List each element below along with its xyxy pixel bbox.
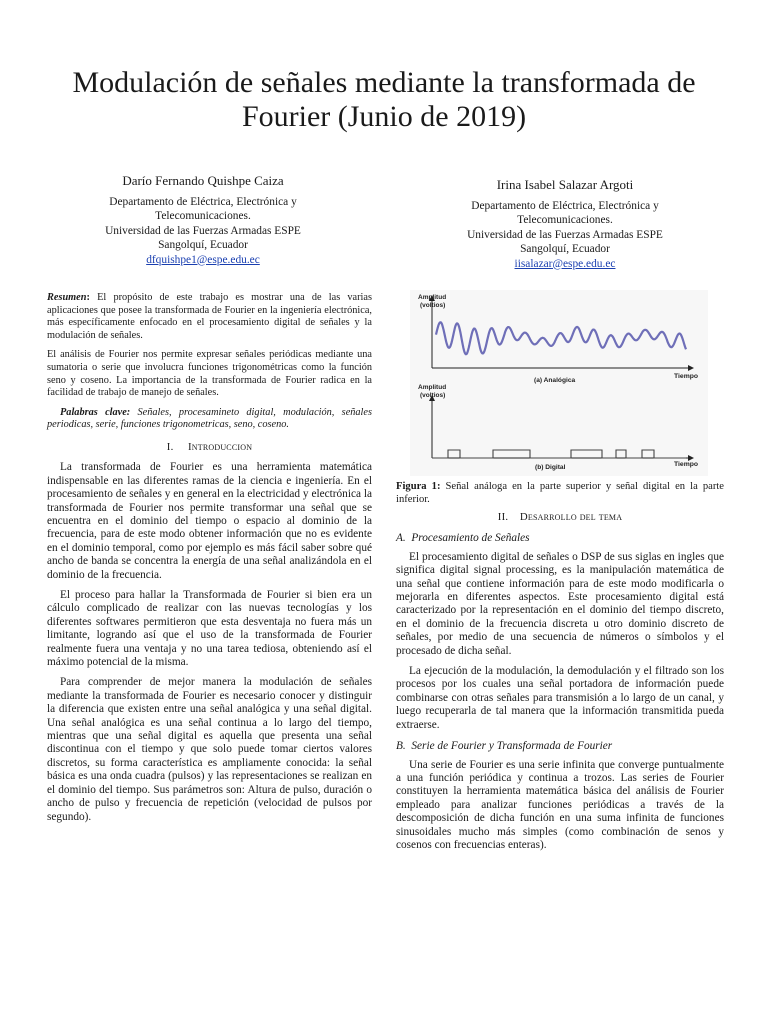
paragraph: El procesamiento digital de señales o DSP de sus siglas en ingles que significa digital signal processing, es la manipulación matemática de una señal que contiene información para de este modo modificarla o mejorarla en diferentes aspectos. Este procesamiento digital está caracterizado por la representación en el dominio del tiempo discreto, en el dominio de la frecuencia discreta u otro dominio discreto de señales, por medio de una secuencia de números o símbolos y el procesado de dicha señal.: [396, 550, 724, 657]
author-dept: Departamento de Eléctrica, Electrónica y Telecomunicaciones.: [109, 196, 297, 223]
bottom-sub-caption: (b) Digital: [535, 464, 566, 471]
figure-caption-text: Señal análoga en la parte superior y señal digital en la parte inferior.: [396, 481, 724, 505]
keywords-label: Palabras clave:: [60, 406, 131, 418]
author-email-link[interactable]: dfquishpe1@espe.edu.ec: [146, 253, 260, 266]
figure-label: Figura 1:: [396, 481, 441, 492]
bottom-ylabel-2: (voltios): [420, 392, 446, 399]
top-ylabel-2: (voltios): [420, 302, 446, 309]
author-2: [442, 177, 688, 271]
abstract-paragraph-2: El análisis de Fourier nos permite expresar señales periódicas mediante una sumatoria o serie que involucra funciones trigonométricas como la función seno y coseno. La importancia de la transformada de Fourier radica en la facilidad de trabajo de manejo de señales.: [47, 349, 372, 399]
top-ylabel-1: Amplitud: [418, 294, 447, 301]
section-number: I.: [166, 440, 174, 453]
paragraph: Una serie de Fourier es una serie infinita que converge puntualmente a una función periódica y continua a trozos. Las series de Fourier constituyen la herramienta matemática básica del análisis de Fourier empleado para analizar funciones periódicas a través de la descomposición de dicha función en una suma infinita de funciones sinusoidales mucho más simples (como combinación de senos y cosenos con frecuencias enteras).: [396, 758, 724, 851]
section-title: Desarrollo del tema: [519, 511, 623, 523]
author-univ: Universidad de las Fuerzas Armadas ESPE: [105, 224, 301, 237]
subsection-title: Serie de Fourier y Transformada de Fourier: [411, 740, 613, 753]
section-title: Introduccion: [187, 440, 253, 453]
author-1: [80, 173, 326, 267]
section-number: II.: [497, 511, 509, 523]
paragraph: La ejecución de la modulación, la demodulación y el filtrado son los procesos por los cuales una señal portadora de información puede combinarse con otras señales para transmisión a lo largo de un canal, y luego recuperarla de tal manera que la información transmitida pueda extraerse.: [396, 665, 724, 731]
paragraph: El proceso para hallar la Transformada de Fourier si bien era un cálculo complicado de realizar con las nuevas tecnologías y los diferentes softwares permitieron que esta desventaja no fuera más un limitante, logrando así que el uso de la transformada de Fourier realmente fuera una ventaja y no una tarea tediosa, obteniendo así el máximo potencial de la misma.: [47, 589, 372, 669]
author-dept: Departamento de Eléctrica, Electrónica y Telecomunicaciones.: [471, 200, 659, 227]
author-email-link[interactable]: iisalazar@espe.edu.ec: [514, 257, 616, 270]
author-name: Darío Fernando Quishpe Caiza: [122, 173, 284, 188]
top-sub-caption: (a) Analógica: [534, 377, 576, 384]
figure-caption: [396, 481, 724, 507]
subsection-label: A.: [396, 532, 406, 545]
author-name: Irina Isabel Salazar Argoti: [496, 177, 634, 192]
paper-title: Modulación de señales mediante la transformada de Fourier (Junio de 2019): [72, 66, 696, 133]
subsection-heading-a: [396, 532, 724, 545]
abstract: Resumen: El propósito de este trabajo es mostrar una de las varias aplicaciones que posee la transformada de Fourier en la ingeniería electrónica, más específicamente enfocado en el procesamiento digital de señales y la modulación de señales. El análisis de Fourier nos permite expresar señales periódicas mediante una sumatoria o serie que involucra funciones trigonométricas como la función seno y coseno. La importancia de la transformada de Fourier radica en la facilidad de trabajo de manejo de señales. Palabras clave: Señales, procesamineto digital, modulación, señales periodicas, serie, funciones trigonometricas, seno, coseno.: [47, 292, 372, 431]
keywords-text: Señales, procesamineto digital, modulación, señales periodicas, serie, funciones trigonometricas, seno, coseno.: [47, 406, 372, 431]
paragraph: Para comprender de mejor manera la modulación de señales mediante la transformada de Fourier es necesario conocer y distinguir la diferencia que existen entre una señal analógica y una señal digital. Una señal analógica es una señal continua a lo largo del tiempo, mientras que una señal digital es aquella que presenta una señal discontinua con el tiempo y que solo puede tomar ciertos valores discretos, su forma característica es ampliamente conocida: la señal básica es una onda cuadra (pulsos) y las representaciones se realizan en el dominio del tiempo. Sus parámetros son: Altura de pulso, duración o ancho de pulso y frecuencia de repetición (velocidad de pulsos por segundo).: [47, 676, 372, 823]
figure-1: [396, 290, 724, 476]
right-column: [396, 511, 724, 852]
subsection-title: Procesamiento de Señales: [411, 532, 530, 545]
paragraph: La transformada de Fourier es una herramienta matemática indispensable en las diferentes ramas de la ciencia e ingeniería. En el procesamiento de señales y en general en la electricidad y electrónica la transformada de Fourier nos permite transformar una señal que se encuentra en el dominio del tiempo o espacio al dominio de la frecuencia, para de este modo obtener información que no es evidente en el dominio temporal, como por ejemplo es más fácil saber sobre qué ancho de banda se concentra la energía de una señal analizándola en el dominio de la frecuencia.: [47, 461, 372, 581]
subsection-heading-b: [396, 740, 724, 753]
author-city: Sangolquí, Ecuador: [520, 243, 610, 256]
subsection-label: B.: [396, 740, 406, 753]
bottom-ylabel-1: Amplitud: [418, 384, 447, 391]
abstract-text: El propósito de este trabajo es mostrar una de las varias aplicaciones que posee la transformada de Fourier en la ingeniería electrónica, más específicamente enfocado en el procesamiento digital de señales y la modulación de señales.: [47, 292, 372, 341]
section-heading-1: [47, 441, 372, 454]
top-xlabel: Tiempo: [674, 373, 699, 380]
abstract-label: Resumen: [47, 292, 87, 303]
bottom-xlabel: Tiempo: [674, 461, 699, 468]
author-univ: Universidad de las Fuerzas Armadas ESPE: [467, 228, 663, 241]
left-column: [47, 292, 372, 824]
author-city: Sangolquí, Ecuador: [158, 239, 248, 252]
section-heading-2: [396, 511, 724, 524]
signal-figure: [396, 290, 724, 476]
